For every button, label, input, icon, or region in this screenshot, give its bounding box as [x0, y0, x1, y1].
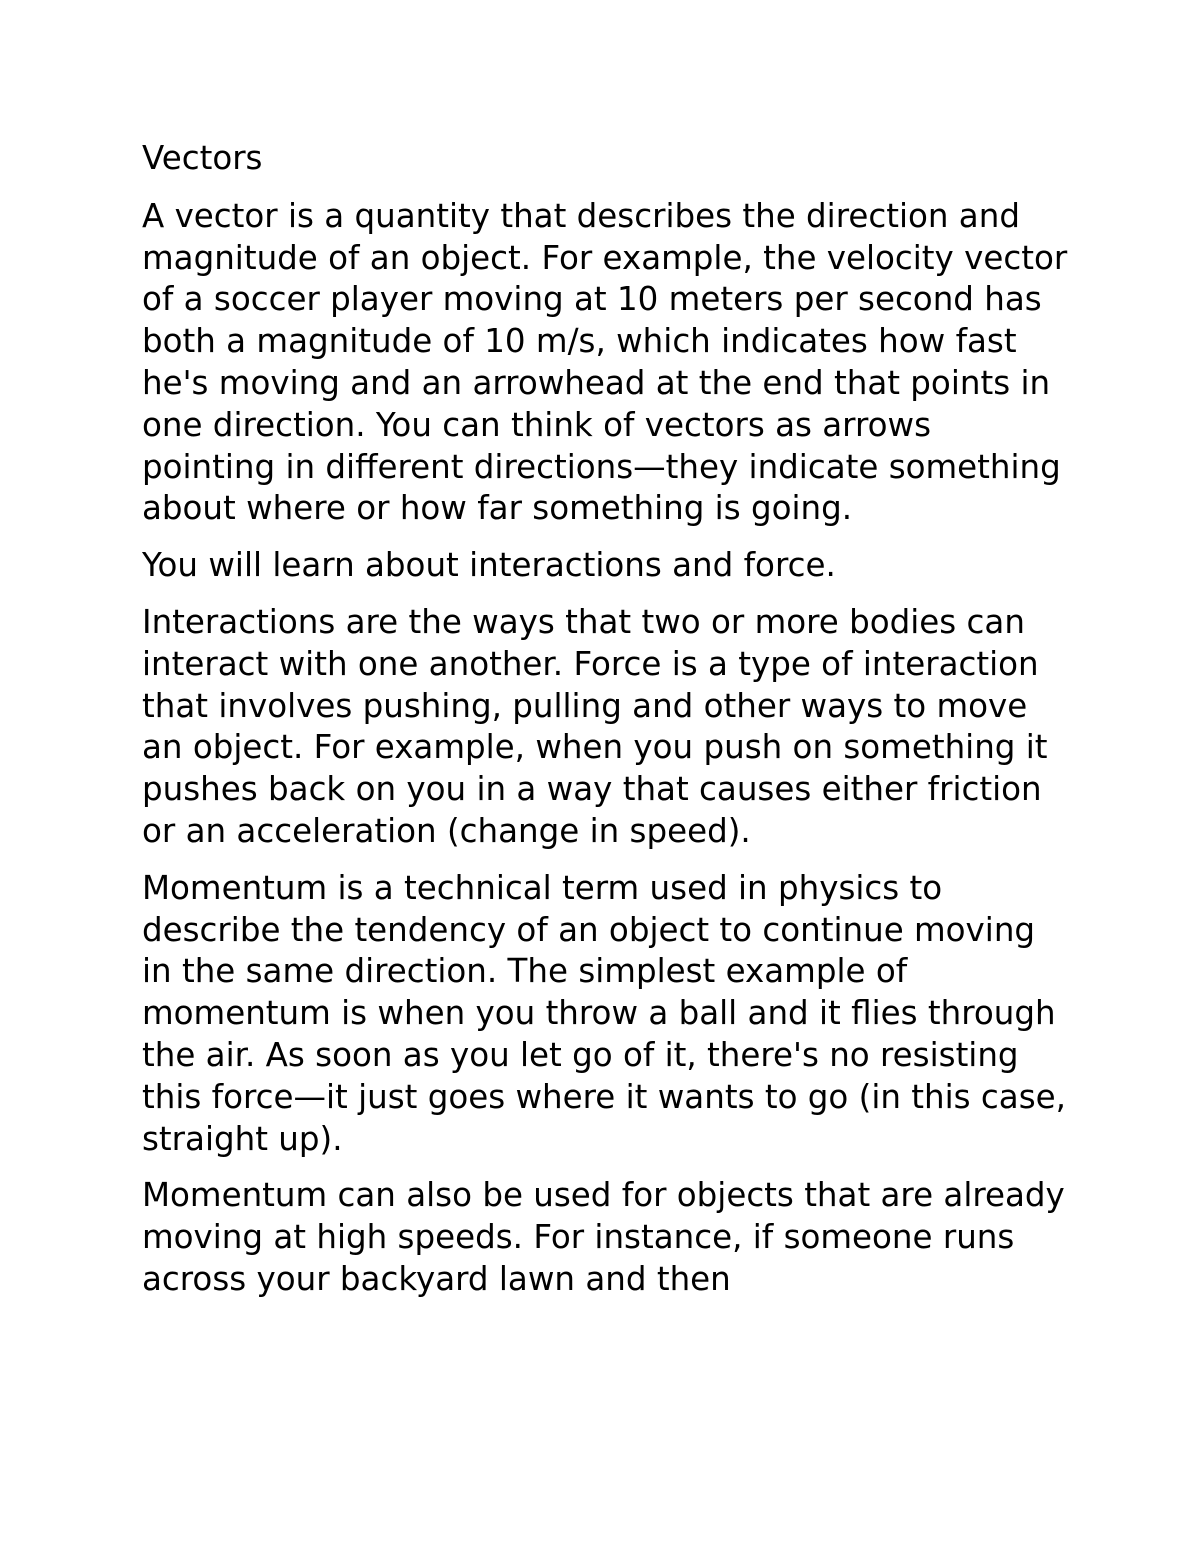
paragraph-vectors-definition: A vector is a quantity that describes the direction and magnitude of an object. For example, the velocity vector of a soccer player moving at 10 meters per second has both a magnitude of 10 m/s, which indicates how fast he's moving and an arrowhead at the end that points in one direction. You can think of vectors as arrows pointing in different directions—they indicate something about where or how far something is going. — [142, 196, 1068, 528]
paragraph-interactions-intro: You will learn about interactions and force. — [142, 546, 836, 585]
paragraph-momentum-definition: Momentum is a technical term used in physics to describe the tendency of an object to continue moving in the same direction. The simplest example of momentum is when you throw a ball and it flies through the air. As soon as you let go of it, there's no resisting this force—it just goes where it wants to go (in this case, straight up). — [142, 868, 1066, 1158]
paragraph-momentum-high-speeds: Momentum can also be used for objects that are already moving at high speeds. For instance, if someone runs across your backyard lawn and then — [142, 1176, 1065, 1298]
document-body — [142, 138, 1072, 1316]
paragraph-interactions-force: Interactions are the ways that two or more bodies can interact with one another. Force is a type of interaction that involves pushing, pulling and other ways to move an object. For example, when you push on something it pushes back on you in a way that causes either friction or an acceleration (change in speed). — [142, 602, 1048, 850]
document-title: Vectors — [142, 139, 263, 177]
